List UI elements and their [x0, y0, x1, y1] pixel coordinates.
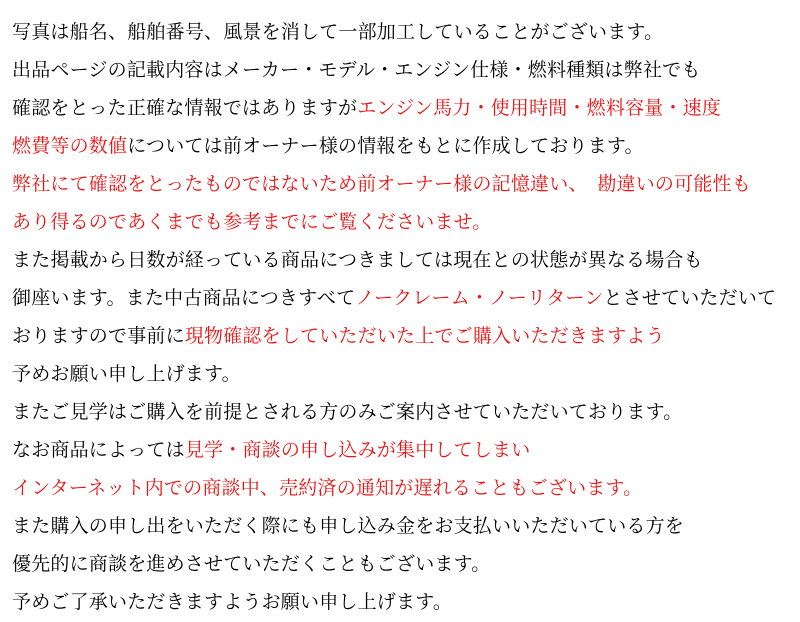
emphasis-text: インターネット内での商談中、売約済の通知が遅れることもございます。 [12, 478, 643, 499]
emphasis-text: 現物確認をしていただいた上でご購入いただきますよう [184, 326, 665, 347]
notice-line [12, 356, 788, 394]
emphasis-text: 弊社にて確認をとったものではないため前オーナー様の記憶違い、 勘違いの可能性も [12, 174, 751, 195]
notice-line [12, 584, 788, 622]
emphasis-text: ノークレーム・ノーリターン [355, 288, 604, 309]
body-text: おりますので事前に [12, 326, 185, 347]
emphasis-text: 燃費等の数値 [12, 136, 128, 157]
notice-line [12, 280, 788, 318]
body-text: また購入の申し出をいただく際にも申し込み金をお支払いいただいている方を [12, 516, 685, 537]
notice-line [12, 546, 788, 584]
body-text: とさせていただいて [603, 288, 777, 309]
notice-line [12, 204, 788, 242]
body-text: 予めお願い申し上げます。 [12, 364, 241, 385]
body-text: 御座います。また中古商品につきすべて [12, 288, 356, 309]
notice-line [12, 52, 788, 90]
emphasis-text: あり得るのであくまでも参考までにご覧くださいませ。 [12, 212, 492, 233]
emphasis-text: 見学・商談の申し込みが集中してしまい [184, 440, 531, 461]
emphasis-text: エンジン馬力・使用時間・燃料容量・速度 [357, 98, 722, 119]
notice-line [12, 508, 788, 546]
body-text: 出品ページの記載内容はメーカー・モデル・エンジン仕様・燃料種類は弊社でも [12, 60, 701, 81]
body-text: については前オーナー様の情報をもとに作成しております。 [127, 136, 644, 157]
notice-line [12, 318, 788, 356]
notice-line [12, 432, 788, 470]
body-text: 写真は船名、船舶番号、風景を消して一部加工していることがございます。 [12, 22, 664, 43]
body-text: 優先的に商談を進めさせていただくこともございます。 [12, 554, 491, 575]
notice-line [12, 470, 788, 508]
notice-line [12, 14, 788, 52]
notice-line [12, 128, 788, 166]
body-text: また掲載から日数が経っている商品につきましては現在との状態が異なる場合も [12, 250, 703, 271]
body-text: またご見学はご購入を前提とされる方のみご案内させていただいております。 [12, 402, 683, 423]
body-text: なお商品によっては [12, 440, 185, 461]
notice-line [12, 90, 788, 128]
notice-line [12, 394, 788, 432]
body-text: 予めご了承いただきますようお願い申し上げます。 [12, 592, 453, 613]
notice-line [12, 242, 788, 280]
notice-line [12, 166, 788, 204]
body-text: 確認をとった正確な情報ではありますが [12, 98, 358, 119]
